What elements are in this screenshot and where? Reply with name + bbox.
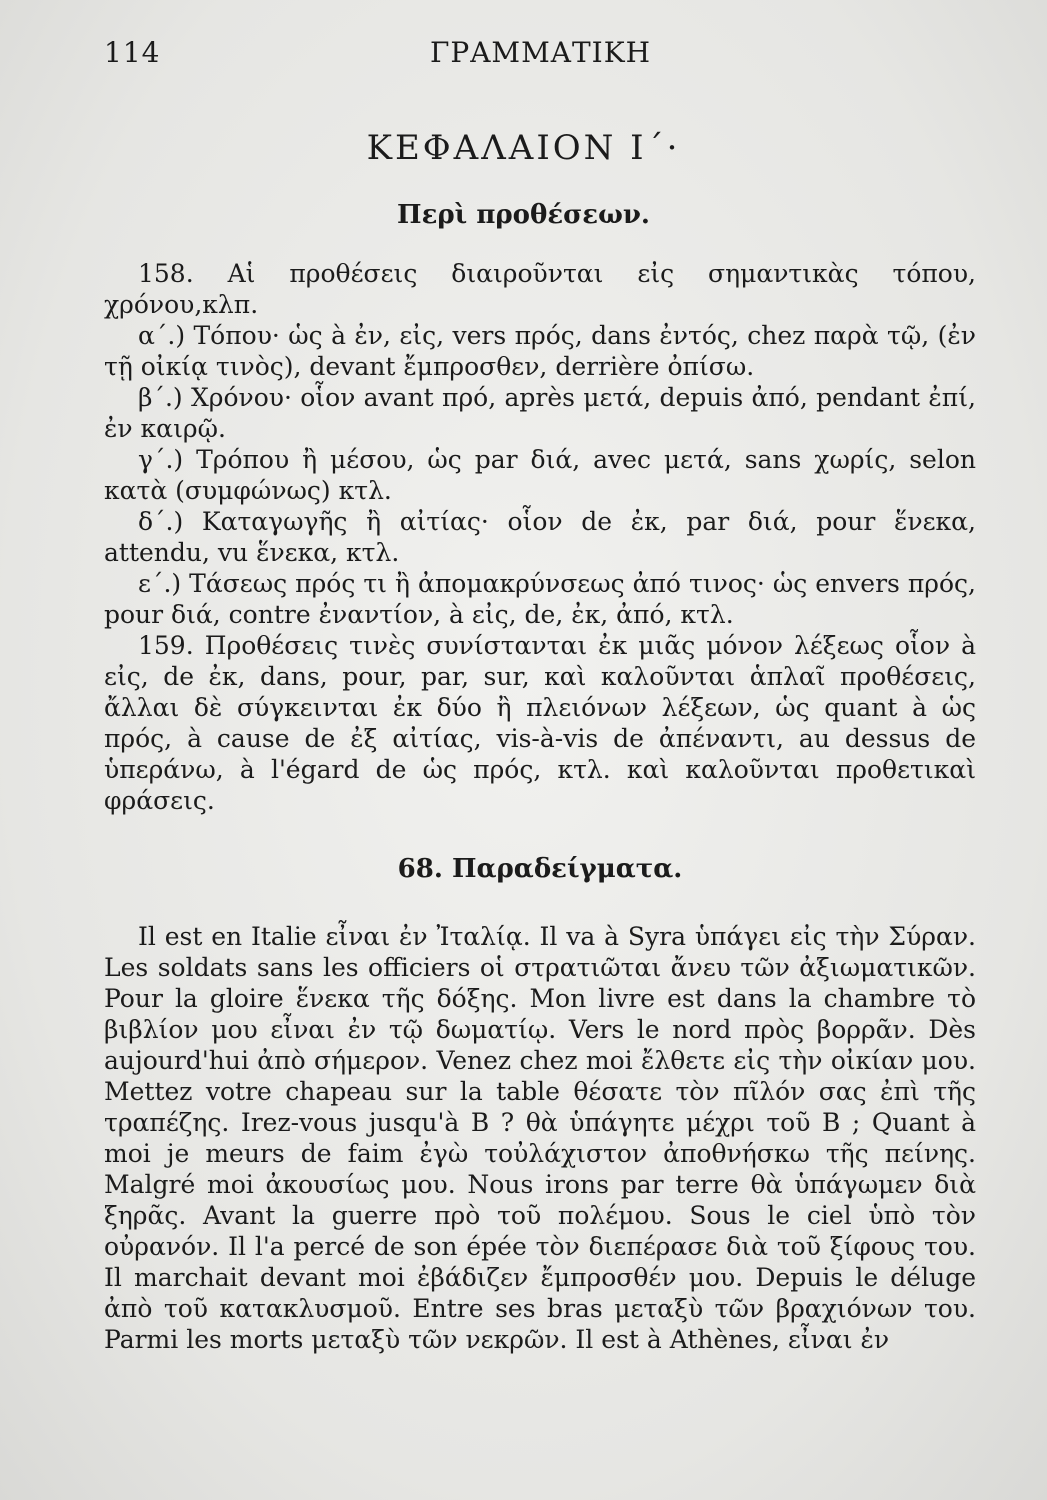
body-text — [104, 258, 976, 1355]
section-heading: Περὶ προθέσεων. — [397, 200, 650, 230]
examples-heading: 68. Παραδείγματα. — [397, 854, 683, 884]
examples-text: Il est en Italie εἶναι ἐν Ἰταλίᾳ. Il va à Syra ὑπάγει εἰς τὴν Σύραν. Les soldats sans les officiers οἱ στρατιῶται ἄνευ τῶν ἀξιωματικῶν. Pour la gloire ἕνεκα τῆς δόξης. Mon livre est dans la chambre τὸ βιβλίον μου εἶναι ἐν τῷ δωματίῳ. Vers le nord πρὸς βορρᾶν. Dès aujourd'hui ἀπὸ σήμερον. Venez chez moi ἔλθετε εἰς τὴν οἰκίαν μου. Mettez votre chapeau sur la table θέσατε τὸν πῖλόν σας ἐπὶ τῆς τραπέζης. Irez-vous jusqu'à B ? θὰ ὑπάγητε μέχρι τοῦ B ; Quant à moi je meurs de faim ἐγὼ τοὐλάχιστον ἀποθνήσκω τῆς πείνης. Malgré moi ἀκουσίως μου. Nous irons par terre θὰ ὑπάγωμεν διὰ ξηρᾶς. Avant la guerre πρὸ τοῦ πολέμου. Sous le ciel ὑπὸ τὸν οὐρανόν. Il l'a percé de son épée τὸν διεπέρασε διὰ τοῦ ξίφους του. Il marchait devant moi ἐβάδιζεν ἔμπροσθέν μου. Depuis le déluge ἀπὸ τοῦ κατακλυσμοῦ. Entre ses bras μεταξὺ τῶν βραχιόνων του. Parmi les morts μεταξὺ τῶν νεκρῶν. Il est à Athènes, εἶναι ἐν — [104, 922, 976, 1354]
chapter-title: ΚΕΦΑΛΑΙΟΝ Ι΄· — [366, 128, 681, 168]
paragraph-tropou: γ΄.) Τρόπου ἢ μέσου, ὡς par διά, avec μετά, sans χωρίς, selon κατὰ (συμφώνως) κτλ. — [104, 445, 976, 505]
paragraph-chronou: β΄.) Χρόνου· οἷον avant πρό, après μετά, depuis ἀπό, pendant ἐπί, ἐν καιρῷ. — [104, 383, 976, 443]
running-header — [104, 36, 977, 76]
page-number: 114 — [104, 36, 161, 69]
paragraph-taseos: ε΄.) Τάσεως πρός τι ἢ ἀπομακρύνσεως ἀπό τινος· ὡς envers πρός, pour διά, contre ἐναντίον, à εἰς, de, ἐκ, ἀπό, κτλ. — [104, 569, 976, 629]
paragraph-katagogis: δ΄.) Καταγωγῆς ἢ αἰτίας· οἷον de ἐκ, par διά, pour ἕνεκα, attendu, vu ἕνεκα, κτλ. — [104, 507, 976, 567]
paragraph-159: 159. Προθέσεις τινὲς συνίστανται ἐκ μιᾶς μόνον λέξεως οἷον à εἰς, de ἐκ, dans, pour, par, sur, καὶ καλοῦνται ἁπλαῖ προθέσεις, ἄλλαι δὲ σύγκεινται ἐκ δύο ἢ πλειόνων λέξεων, ὡς quant à ὡς πρός, à cause de ἐξ αἰτίας, vis-à-vis de ἀπέναντι, au dessus de ὑπεράνω, à l'égard de ὡς πρός, κτλ. καὶ καλοῦνται προθετικαὶ φράσεις. — [104, 631, 976, 815]
running-title: ΓΡΑΜΜΑΤΙΚΗ — [429, 36, 652, 69]
paragraph-158: 158. Αἱ προθέσεις διαιροῦνται εἰς σημαντικὰς τόπου, χρόνου,κλπ. — [104, 259, 976, 319]
paragraph-topou: α΄.) Τόπου· ὡς à ἐν, εἰς, vers πρός, dans ἐντός, chez παρὰ τῷ, (ἐν τῇ οἰκίᾳ τινὸς), devant ἔμπροσθεν, derrière ὀπίσω. — [104, 321, 976, 381]
